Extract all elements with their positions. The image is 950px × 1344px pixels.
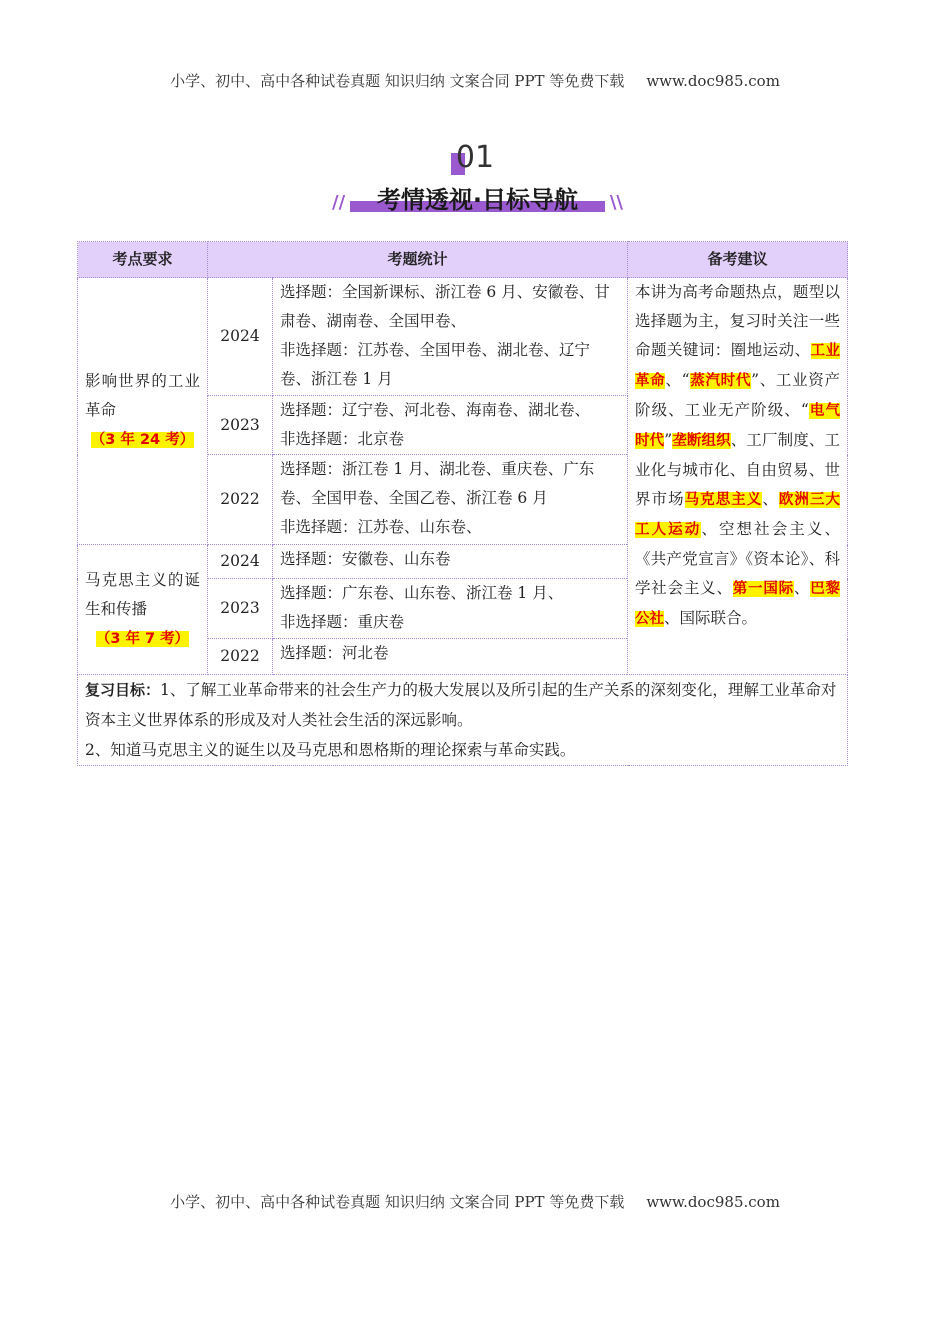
header-topic: 考点要求 — [78, 242, 208, 278]
advice-text: 、“ — [665, 371, 690, 389]
exam-analysis-table — [77, 241, 848, 766]
stat-line: 选择题：全国新课标、浙江卷 6 月、安徽卷、甘肃卷、湖南卷、全国甲卷、 — [280, 283, 610, 330]
year-cell: 2022 — [208, 455, 273, 545]
keyword-highlight: 马克思主义 — [684, 492, 763, 508]
advice-text: ” — [664, 431, 673, 449]
header-advice: 备考建议 — [628, 242, 848, 278]
advice-text: ”、工业资产阶级、工业无产阶级、“ — [635, 371, 840, 419]
stat-line: 非选择题：江苏卷、全国甲卷、湖北卷、辽宁卷、浙江卷 1 月 — [280, 341, 591, 388]
section-number — [0, 140, 950, 175]
section-title-banner — [330, 180, 625, 216]
stat-line: 选择题：浙江卷 1 月、湖北卷、重庆卷、广东卷、全国甲卷、全国乙卷、浙江卷 6 月 — [280, 460, 595, 507]
table-header-row — [78, 242, 848, 278]
topic-name: 影响世界的工业革命 — [85, 372, 200, 419]
stat-cell — [273, 639, 628, 675]
stat-cell — [273, 579, 628, 639]
topic-count-badge: （3 年 24 考） — [90, 432, 195, 448]
topic-cell — [78, 545, 208, 675]
banner-left-slash: // — [332, 192, 346, 213]
stat-line: 非选择题：重庆卷 — [280, 613, 405, 631]
year-cell: 2023 — [208, 579, 273, 639]
advice-text: 本讲为高考命题热点，题型以选择题为主，复习时关注一些命题关键词：圈地运动、 — [635, 283, 840, 359]
keyword-highlight: 工业革命 — [635, 343, 840, 389]
stat-cell — [273, 396, 628, 455]
topic-name: 马克思主义的诞生和传播 — [85, 570, 200, 618]
goal-item: 1、了解工业革命带来的社会生产力的极大发展以及所引起的生产关系的深刻变化，理解工业革命对资本主义世界体系的形成及对人类社会生活的深远影响。 — [85, 681, 837, 729]
banner-right-slash: \\ — [609, 192, 623, 213]
footer-site-link[interactable]: www.doc985.com — [646, 1193, 780, 1211]
year-cell: 2024 — [208, 545, 273, 579]
keyword-highlight: 电气时代 — [635, 403, 840, 449]
advice-text: 、国际联合。 — [664, 609, 758, 627]
stat-cell — [273, 545, 628, 579]
keyword-highlight: 蒸汽时代 — [689, 373, 752, 389]
stat-line: 非选择题：北京卷 — [280, 430, 405, 448]
stat-cell — [273, 278, 628, 396]
goal-item: 2、知道马克思主义的诞生以及马克思和恩格斯的理论探索与革命实践。 — [85, 741, 576, 759]
advice-cell — [628, 278, 848, 675]
stat-line: 选择题：辽宁卷、河北卷、海南卷、湖北卷、 — [280, 401, 591, 419]
footer-text: 小学、初中、高中各种试卷真题 知识归纳 文案合同 PPT 等免费下载 — [170, 1193, 625, 1211]
keyword-highlight: 巴黎公社 — [635, 581, 840, 627]
section-title: 考情透视·目标导航 — [376, 186, 579, 214]
stat-line: 选择题：广东卷、山东卷、浙江卷 1 月、 — [280, 584, 564, 602]
year-cell: 2024 — [208, 278, 273, 396]
advice-text: 、 — [793, 579, 811, 597]
goals-label: 复习目标： — [85, 681, 161, 699]
topic-cell — [78, 278, 208, 545]
advice-text: 、空想社会主义、《共产党宣言》《资本论》、科学社会主义、 — [635, 520, 840, 597]
page-header — [0, 70, 950, 91]
keyword-highlight: 第一国际 — [732, 581, 794, 597]
stat-line: 选择题：安徽卷、山东卷 — [280, 550, 451, 568]
year-cell: 2022 — [208, 639, 273, 675]
goals-row — [78, 675, 848, 766]
stat-cell — [273, 455, 628, 545]
topic-count-badge: （3 年 7 考） — [95, 630, 190, 647]
stat-line: 选择题：河北卷 — [280, 644, 389, 662]
review-goals-cell — [78, 675, 848, 766]
page-footer — [0, 1191, 950, 1212]
header-statistics: 考题统计 — [208, 242, 628, 278]
advice-text: 、工厂制度、工业化与城市化、自由贸易、世界市场 — [635, 431, 841, 508]
table-row — [78, 278, 848, 396]
section-number-text: 01 — [455, 140, 495, 175]
keyword-highlight: 垄断组织 — [672, 433, 731, 449]
header-site-link[interactable]: www.doc985.com — [646, 72, 780, 90]
header-text: 小学、初中、高中各种试卷真题 知识归纳 文案合同 PPT 等免费下载 — [170, 72, 625, 90]
advice-text: 、 — [762, 490, 779, 508]
stat-line: 非选择题：江苏卷、山东卷、 — [280, 518, 482, 536]
year-cell: 2023 — [208, 396, 273, 455]
keyword-highlight: 欧洲三大工人运动 — [635, 492, 840, 538]
